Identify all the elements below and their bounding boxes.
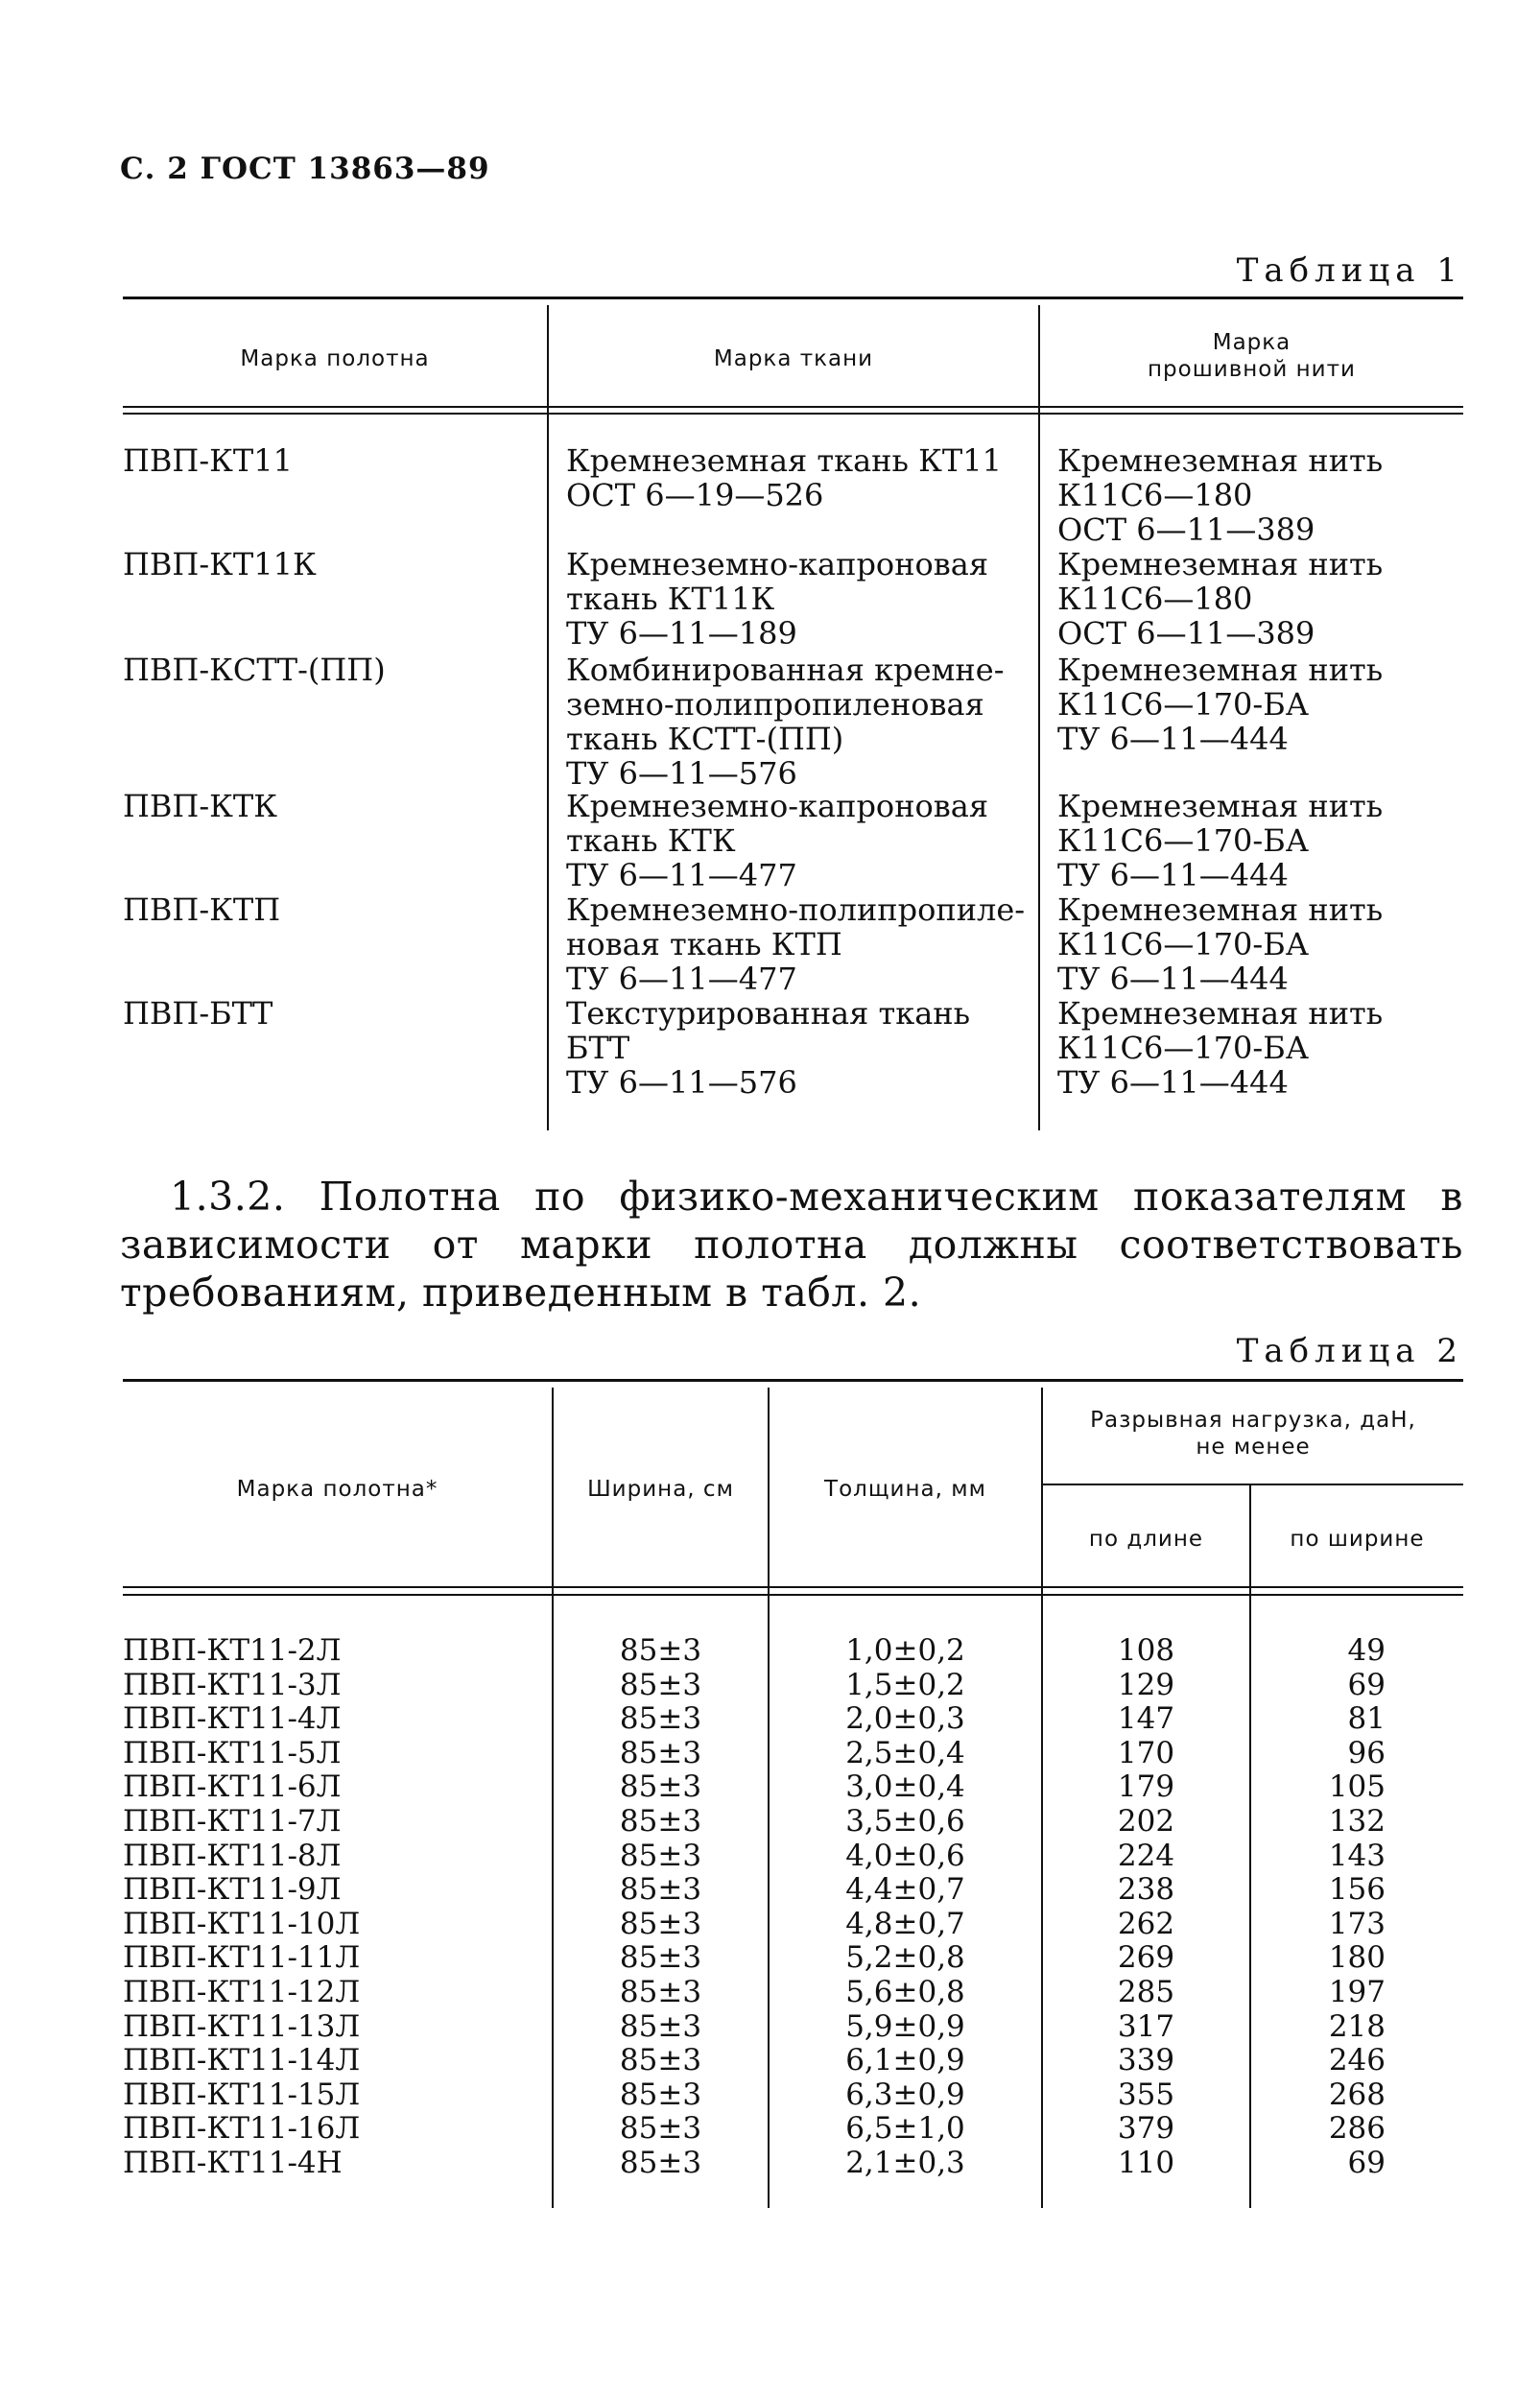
table2-cell-width: 85±3 [619,2008,702,2044]
table2-cell-width: 85±3 [619,1667,702,1702]
table2-cell-load-length: 238 [1117,1872,1175,1908]
table1-cell-mark: ПВП-КТК [123,788,278,824]
table2-cell-width: 85±3 [619,1975,702,2009]
page-header: С. 2 ГОСТ 13863—89 [120,152,490,186]
table2-cell-width: 85±3 [619,1906,702,1941]
table2-cell-load-width: 173 [1328,1906,1386,1941]
table2-row [123,1702,1463,1737]
table2-cell-width: 85±3 [619,1769,702,1805]
table2-cell-load-length: 317 [1117,2008,1175,2044]
table2-row [123,1770,1463,1805]
table2-row [123,2147,1463,2181]
table2-header-load-width: по ширине [1290,1527,1425,1552]
table2-cell-load-width: 69 [1347,1667,1386,1702]
table1-cell-fabric: Кремнеземно-капроновая ткань КТ11К ТУ 6—11—189 [566,546,989,652]
table1-header-thread: Марка прошивной нити [1148,330,1356,382]
table1-cell-mark: ПВП-КТ11К [123,546,317,582]
table2-cell-thickness: 5,2±0,8 [845,1940,965,1976]
table2-cell-thickness: 3,5±0,6 [845,1804,965,1839]
table2-cell-load-length: 379 [1117,2111,1175,2147]
table2-cell-load-width: 156 [1328,1872,1386,1908]
table2-header-width: Ширина, см [587,1477,734,1502]
table2-cell-load-width: 69 [1347,2146,1386,2180]
table2-cell-mark: ПВП-КТ11-8Л [123,1838,342,1873]
table2-cell-mark: ПВП-КТ11-10Л [123,1906,361,1941]
table2-cell-width: 85±3 [619,1735,702,1770]
table2-row [123,2112,1463,2147]
table1-header-mark: Марка полотна [240,346,430,371]
table1-header-fabric: Марка ткани [713,346,874,371]
table2-cell-width: 85±3 [619,2111,702,2147]
table2-cell-width: 85±3 [619,1804,702,1839]
table2-cell-load-length: 129 [1117,1667,1175,1702]
table1-cell-thread: Кремнеземная нить К11С6—180 ОСТ 6—11—389 [1057,546,1384,652]
table2-cell-mark: ПВП-КТ11-7Л [123,1804,342,1839]
table2-cell-load-width: 246 [1328,2043,1386,2078]
table2-cell-load-length: 224 [1117,1838,1175,1873]
table1-cell-thread: Кремнеземная нить К11С6—180 ОСТ 6—11—389 [1057,442,1384,548]
table2-cell-mark: ПВП-КТ11-11Л [123,1940,361,1976]
table1-cell-thread: Кремнеземная нить К11С6—170-БА ТУ 6—11—444 [1057,652,1384,757]
table2-header-thickness: Толщина, мм [824,1477,986,1502]
table2-row [123,1669,1463,1703]
table2-cell-mark: ПВП-КТ11-16Л [123,2111,361,2147]
table2-cell-load-length: 285 [1117,1975,1175,2009]
table2-row [123,1634,1463,1669]
table2-row [123,1976,1463,2010]
table2-cell-thickness: 6,5±1,0 [845,2111,965,2147]
table2-header-load: Разрывная нагрузка, даН, не менее [1090,1408,1416,1460]
table1-col-divider-1 [547,305,549,1130]
table2-cell-load-length: 202 [1117,1804,1175,1839]
table2-cell-load-width: 286 [1328,2111,1386,2147]
table2-cell-width: 85±3 [619,2043,702,2078]
table2-cell-thickness: 1,0±0,2 [845,1633,965,1668]
table2-cell-load-length: 269 [1117,1940,1175,1976]
table2-cell-width: 85±3 [619,1940,702,1976]
table1-cell-fabric: Кремнеземная ткань КТ11 ОСТ 6—19—526 [566,442,1002,513]
table2-cell-load-width: 268 [1328,2077,1386,2112]
table2-cell-load-width: 81 [1347,1701,1386,1737]
table2-cell-thickness: 4,0±0,6 [845,1838,965,1873]
table2-cell-mark: ПВП-КТ11-4Н [123,2146,343,2180]
table2-row [123,2010,1463,2045]
table2-cell-load-width: 180 [1328,1940,1386,1976]
paragraph-1-3-2: 1.3.2. Полотна по физико-механическим показателям в зависимости от марки полотна должны соответствовать требованиям, приведенным в табл. 2. [120,1174,1463,1316]
table2-cell-width: 85±3 [619,2146,702,2180]
table1-top-rule [123,297,1463,299]
table2-cell-thickness: 2,0±0,3 [845,1701,965,1737]
table2-cell-mark: ПВП-КТ11-9Л [123,1872,342,1908]
table2-cell-load-length: 179 [1117,1769,1175,1805]
table1-header-rule-1 [123,406,1463,408]
table2-header-mark: Марка полотна* [236,1477,438,1502]
table2-cell-thickness: 3,0±0,4 [845,1769,965,1805]
table2-cell-load-width: 96 [1347,1735,1386,1770]
table2-cell-thickness: 2,1±0,3 [845,2146,965,2180]
table2-cell-mark: ПВП-КТ11-12Л [123,1975,361,2009]
table2-cell-mark: ПВП-КТ11-3Л [123,1667,342,1702]
table1-cell-mark: ПВП-КСТТ-(ПП) [123,652,386,688]
table2-cell-thickness: 4,4±0,7 [845,1872,965,1908]
table2-header-rule-2 [123,1594,1463,1596]
table2-cell-load-length: 339 [1117,2043,1175,2078]
table2-cell-thickness: 5,9±0,9 [845,2008,965,2044]
table1-cell-mark: ПВП-КТ11 [123,442,293,479]
table2-cell-load-length: 262 [1117,1906,1175,1941]
table2-cell-width: 85±3 [619,1872,702,1908]
table2-header-rule-1 [123,1586,1463,1588]
table2-cell-width: 85±3 [619,1633,702,1668]
table2-top-rule [123,1379,1463,1382]
table2-cell-mark: ПВП-КТ11-14Л [123,2043,361,2078]
table2-cell-thickness: 4,8±0,7 [845,1906,965,1941]
table2-cell-mark: ПВП-КТ11-4Л [123,1701,342,1737]
table2-cell-load-length: 355 [1117,2077,1175,2112]
table2-cell-mark: ПВП-КТ11-2Л [123,1633,342,1668]
table2-row [123,1908,1463,1942]
table1-cell-thread: Кремнеземная нить К11С6—170-БА ТУ 6—11—444 [1057,995,1384,1101]
table2-cell-load-width: 49 [1347,1633,1386,1668]
table2-cell-load-width: 218 [1328,2008,1386,2044]
table2-row [123,1941,1463,1976]
table2-cell-load-length: 108 [1117,1633,1175,1668]
table2-cell-load-length: 110 [1117,2146,1175,2180]
table2-caption: Таблица 2 [1236,1332,1463,1370]
table2-cell-load-width: 105 [1328,1769,1386,1805]
table2-cell-mark: ПВП-КТ11-15Л [123,2077,361,2112]
table2-cell-thickness: 2,5±0,4 [845,1735,965,1770]
table2-row [123,2044,1463,2078]
table2-header-load-length: по длине [1088,1527,1204,1552]
table2-row [123,1805,1463,1840]
table2-load-subheader-rule [1041,1484,1463,1485]
table1-cell-thread: Кремнеземная нить К11С6—170-БА ТУ 6—11—444 [1057,891,1384,997]
table1-cell-mark: ПВП-КТП [123,891,281,928]
table2-cell-mark: ПВП-КТ11-13Л [123,2008,361,2044]
table2-cell-thickness: 5,6±0,8 [845,1975,965,2009]
table1-col-divider-2 [1038,305,1040,1130]
table1-header-rule-2 [123,413,1463,415]
table2-row [123,2078,1463,2113]
table2-cell-load-length: 147 [1117,1701,1175,1737]
table2-cell-thickness: 6,1±0,9 [845,2043,965,2078]
table2-cell-width: 85±3 [619,1701,702,1737]
table1-cell-fabric: Комбинированная кремне- земно-полипропиленовая ткань КСТТ-(ПП) ТУ 6—11—576 [566,652,1005,792]
table2-cell-mark: ПВП-КТ11-5Л [123,1735,342,1770]
table2-cell-load-width: 143 [1328,1838,1386,1873]
table2-row [123,1873,1463,1908]
table2-row [123,1737,1463,1771]
table1-caption: Таблица 1 [1236,251,1463,290]
table1-cell-fabric: Кремнеземно-капроновая ткань КТК ТУ 6—11—477 [566,788,989,893]
table2-row [123,1840,1463,1874]
table2-cell-width: 85±3 [619,1838,702,1873]
table2-cell-load-width: 197 [1328,1975,1386,2009]
table2-cell-load-length: 170 [1117,1735,1175,1770]
table1-cell-thread: Кремнеземная нить К11С6—170-БА ТУ 6—11—444 [1057,788,1384,893]
table2-cell-mark: ПВП-КТ11-6Л [123,1769,342,1805]
table2-cell-thickness: 6,3±0,9 [845,2077,965,2112]
table1-cell-fabric: Текстурированная ткань БТТ ТУ 6—11—576 [566,995,971,1101]
table2-cell-width: 85±3 [619,2077,702,2112]
table2-cell-load-width: 132 [1328,1804,1386,1839]
table1-cell-mark: ПВП-БТТ [123,995,273,1032]
table2-cell-thickness: 1,5±0,2 [845,1667,965,1702]
table1-cell-fabric: Кремнеземно-полипропиле- новая ткань КТП ТУ 6—11—477 [566,891,1026,997]
